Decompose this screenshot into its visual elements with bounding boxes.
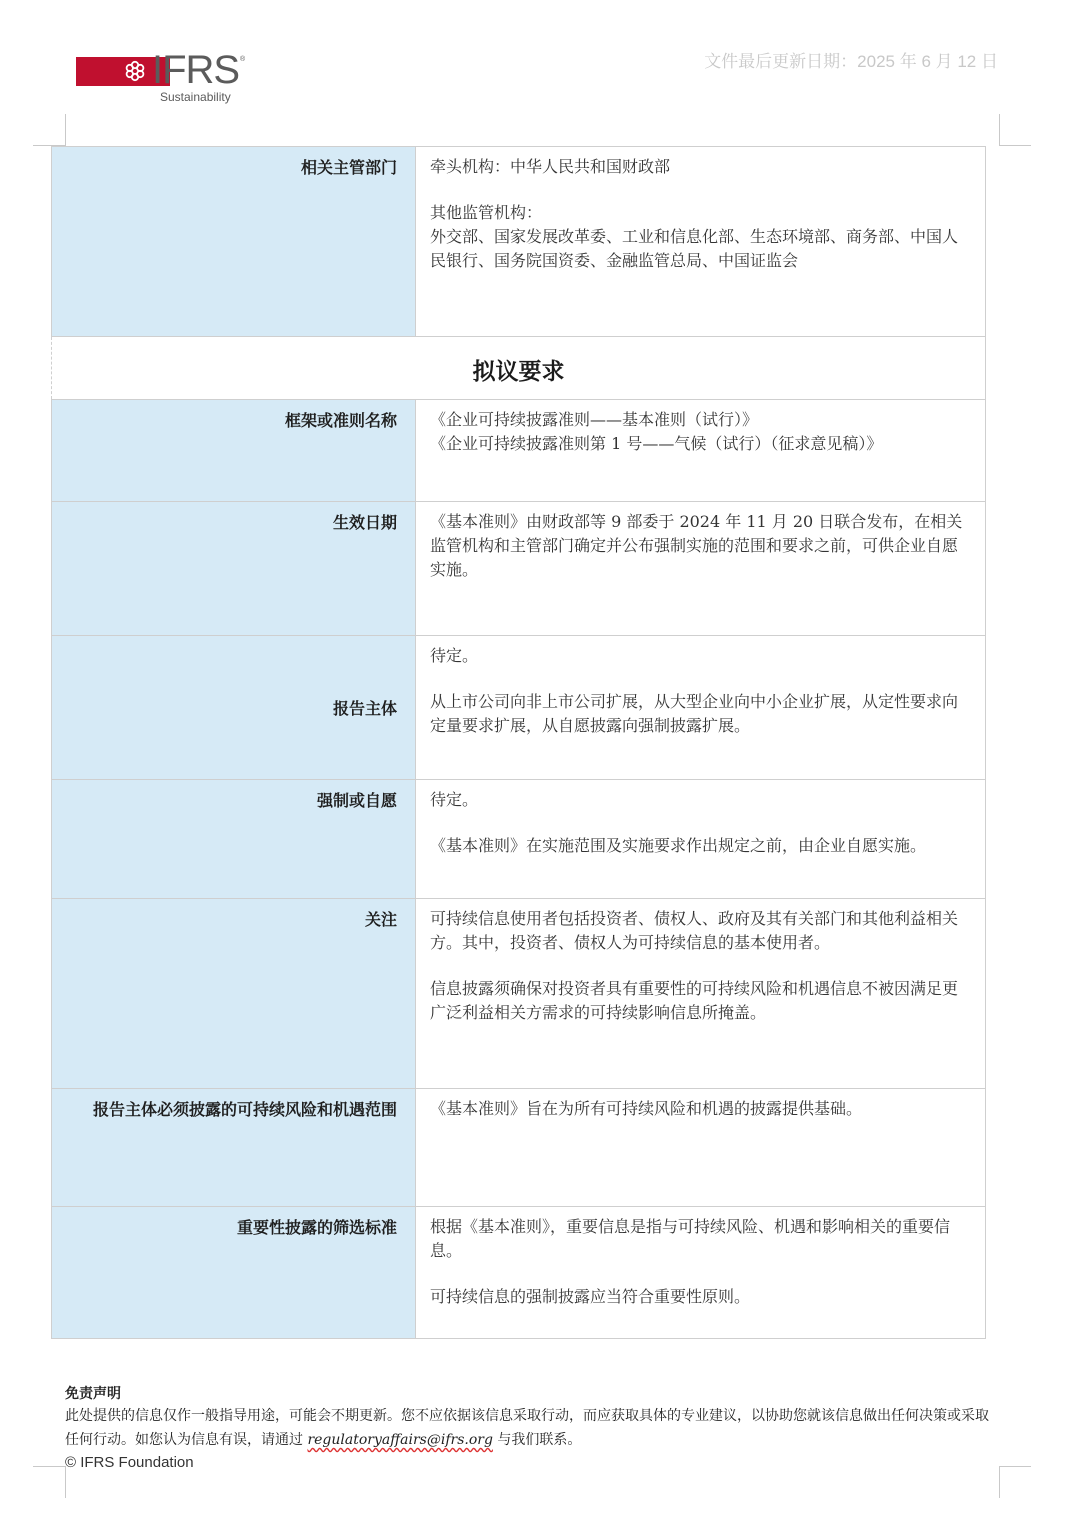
crop-mark: [1000, 145, 1031, 146]
row-label: 报告主体必须披露的可持续风险和机遇范围: [52, 1089, 416, 1207]
row-label: 强制或自愿: [52, 780, 416, 899]
value-paragraph: 从上市公司向非上市公司扩展，从大型企业向中小企业扩展，从定性要求向定量要求扩展，从自愿披露向强制披露扩展。: [430, 692, 959, 735]
table-row: [52, 780, 986, 899]
row-label: 生效日期: [52, 502, 416, 636]
requirements-table: [51, 146, 986, 1339]
section-heading: 拟议要求: [52, 337, 986, 400]
row-value: [416, 899, 986, 1089]
row-value: [416, 1089, 986, 1207]
table-row: [52, 1207, 986, 1339]
flower-icon: [124, 60, 146, 82]
table-row: [52, 147, 986, 337]
disclaimer-body: [65, 1404, 995, 1452]
table-row: [52, 636, 986, 780]
value-paragraph: 牵头机构：中华人民共和国财政部: [430, 157, 671, 176]
ifrs-logo: [76, 48, 256, 108]
value-paragraph: 《基本准则》在实施范围及实施要求作出规定之前，由企业自愿实施。: [430, 836, 927, 855]
row-label: 相关主管部门: [52, 147, 416, 337]
disclaimer-title: 免责声明: [65, 1386, 121, 1402]
row-label: 重要性披露的筛选标准: [52, 1207, 416, 1339]
row-label: 关注: [52, 899, 416, 1089]
value-paragraph: 信息披露须确保对投资者具有重要性的可持续风险和机遇信息不被因满足更广泛利益相关方需求的可持续影响信息所掩盖。: [430, 979, 959, 1022]
value-paragraph: 其他监管机构： 外交部、国家发展改革委、工业和信息化部、生态环境部、商务部、中国人民银行、国务院国资委、金融监管总局、中国证监会: [430, 203, 959, 270]
table-row: [52, 1089, 986, 1207]
table-row: [52, 400, 986, 502]
value-paragraph: 可持续信息的强制披露应当符合重要性原则。: [430, 1287, 751, 1306]
table-row: [52, 502, 986, 636]
value-paragraph: 《基本准则》旨在为所有可持续风险和机遇的披露提供基础。: [430, 1099, 863, 1118]
last-updated-date: 文件最后更新日期：2025 年 6 月 12 日: [704, 52, 998, 71]
row-value: [416, 780, 986, 899]
value-paragraph: 《基本准则》由财政部等 9 部委于 2024 年 11 月 20 日联合发布，在相关监管机构和主管部门确定并公布强制实施的范围和要求之前，可供企业自愿实施。: [430, 512, 963, 579]
row-label: 报告主体: [52, 636, 416, 780]
contact-email-link[interactable]: regulatoryaffairs@ifrs.org: [307, 1432, 493, 1448]
value-paragraph: 待定。: [430, 790, 479, 809]
value-paragraph: 可持续信息使用者包括投资者、债权人、政府及其有关部门和其他利益相关方。其中，投资者、债权人为可持续信息的基本使用者。: [430, 909, 959, 952]
disclaimer-text: 此处提供的信息仅作一般指导用途，可能会不期更新。您不应依据该信息采取行动，而应获取具体的专业建议，以协助您就该信息做出任何决策或采取任何行动。如您认为信息有误，请通过: [65, 1408, 989, 1448]
crop-mark: [65, 114, 66, 146]
disclaimer-text-end: 与我们联系。: [492, 1432, 582, 1448]
value-paragraph: 根据《基本准则》，重要信息是指与可持续风险、机遇和影响相关的重要信息。: [430, 1217, 951, 1260]
row-label: 框架或准则名称: [52, 400, 416, 502]
logo-subtitle: Sustainability: [160, 90, 231, 104]
row-value: [416, 400, 986, 502]
row-value: [416, 636, 986, 780]
disclaimer-footer: [65, 1384, 995, 1474]
table-row: [52, 899, 986, 1089]
crop-mark: [999, 1466, 1031, 1467]
row-value: [416, 1207, 986, 1339]
row-value: [416, 147, 986, 337]
copyright: © IFRS Foundation: [65, 1454, 194, 1471]
crop-mark: [33, 1466, 65, 1467]
logo-text: IFRS: [152, 48, 240, 92]
crop-mark: [999, 114, 1000, 146]
value-paragraph: 《企业可持续披露准则——基本准则（试行）》 《企业可持续披露准则第 1 号——气候（试行）（征求意见稿）》: [430, 410, 883, 453]
crop-mark: [999, 1466, 1000, 1498]
row-value: [416, 502, 986, 636]
logo-trademark: ®: [240, 56, 246, 63]
section-row: [52, 337, 986, 400]
value-paragraph: 待定。: [430, 646, 479, 665]
